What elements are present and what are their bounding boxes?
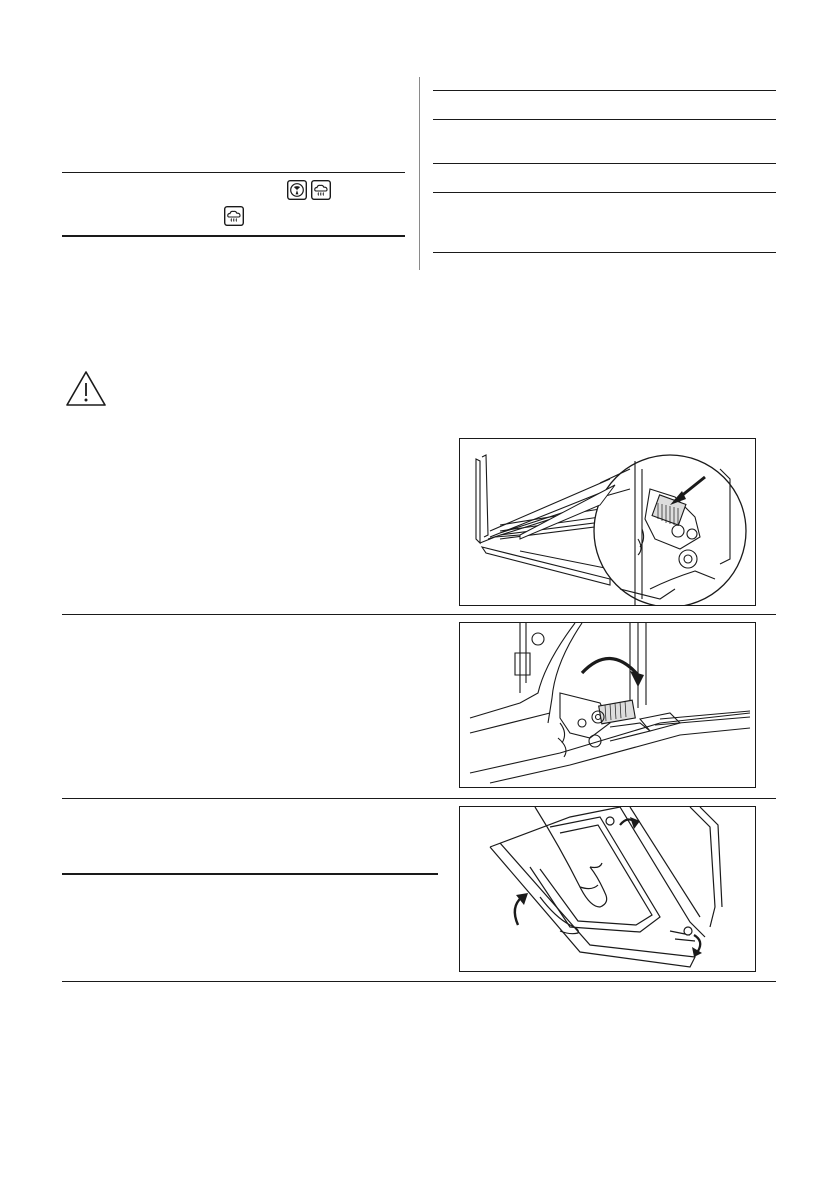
warning-triangle-icon [65,370,107,413]
step-divider-rule [62,614,776,615]
section-bottom-rule [62,981,776,982]
top-right-table-rule [433,90,776,91]
top-right-table-rule [433,252,776,253]
steam-fan-icon [287,180,307,205]
column-divider [419,77,420,270]
hinge-lever-rotate-figure [459,622,756,788]
top-right-table-rule [433,119,776,120]
hinge-lever-detail-figure [459,438,756,606]
door-removal-figure [459,806,756,972]
step-divider-rule [62,798,776,799]
steam-icon [224,206,244,231]
top-left-table-top-rule [62,172,405,173]
top-right-table-rule [433,163,776,164]
top-right-table-rule [433,192,776,193]
note-rule [62,873,438,875]
top-left-table-bottom-rule [62,235,405,237]
steam-icon [311,180,331,205]
